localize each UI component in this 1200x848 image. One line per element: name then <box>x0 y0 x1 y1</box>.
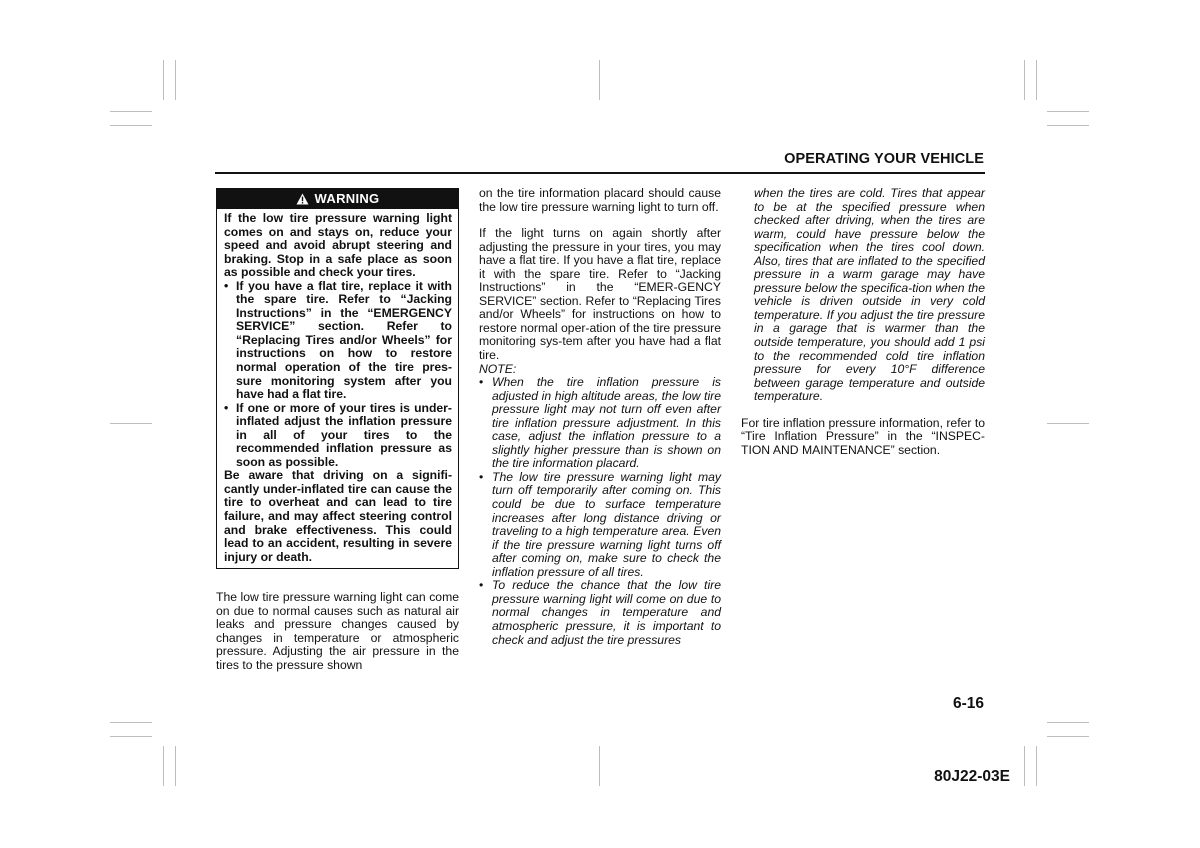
body-paragraph: If the light turns on again shortly after adjusting the pressure in your tires, you may have a flat tire. If you have a flat tire, replace it with the spare tire. Refer to “Jacking Instructions” in the “EMER-GENCY SERVICE” section. Refer to “Replacing Tires and/or Wheels” for instructions on how to restore normal oper-ation of the tire pressure monitoring sys-tem after you have had a flat tire. <box>479 226 721 363</box>
warning-heading: WARNING <box>314 191 380 206</box>
column-2 <box>479 187 721 647</box>
crop-mark <box>163 60 164 100</box>
crop-mark <box>1024 60 1025 100</box>
warning-bullet <box>224 402 452 470</box>
crop-mark <box>163 746 164 786</box>
warning-bullet-text: If one or more of your tires is under-inflated adjust the inflation pressure in all of your tires to the recommended inflation pressure as soon as possible. <box>236 400 452 469</box>
crop-mark <box>1047 125 1089 126</box>
warning-triangle-icon <box>296 193 309 205</box>
warning-box <box>216 188 459 569</box>
warning-bullet <box>224 280 452 402</box>
warning-closing: Be aware that driving on a signifi-cantly under-inflated tire can cause the tire to overheat and can lead to tire failure, and may affect steering control and brake effectiveness. This could lead to an accident, resulting in severe injury or death. <box>224 468 452 564</box>
page-number: 6-16 <box>952 695 984 712</box>
crop-mark <box>1047 423 1089 424</box>
bullet-icon: • <box>224 278 229 293</box>
crop-mark <box>175 60 176 100</box>
crop-mark <box>599 60 600 100</box>
bullet-icon: • <box>479 469 484 484</box>
note-item-continuation: when the tires are cold. Tires that appear to be at the specified pressure when checked after driving, when the tires are warm, could have pressure below the specification when the tires cool down. Also, tires that are inflated to the specified pressure in a warm garage may have pressure below the specifica-tion when the vehicle is driven outside in very cold temperature. If you adjust the tire pressure in a garage that is warmer than the outside temperature, you should add 1 psi to the recommended cold tire inflation pressure for every 10°F difference between garage temperature and outside temperature. <box>754 186 985 404</box>
header-rule <box>215 172 985 174</box>
warning-body <box>217 209 458 568</box>
column-1 <box>216 188 459 673</box>
crop-mark <box>110 423 152 424</box>
note-item-text: To reduce the chance that the low tire pressure warning light will come on due to normal changes in temperature and atmospheric pressure, it is important to check and adjust the tire pressures <box>492 578 721 647</box>
column-3 <box>741 187 985 457</box>
note-item <box>479 376 721 471</box>
body-paragraph: The low tire pressure warning light can come on due to normal causes such as natural air leaks and pressure changes caused by changes in temperature or atmospheric pressure. Adjusting the air pressure in the tires to the pressure shown <box>216 590 459 672</box>
crop-mark <box>1047 736 1089 737</box>
crop-mark <box>1036 746 1037 786</box>
body-paragraph: on the tire information placard should cause the low tire pressure warning light to turn off. <box>479 186 721 214</box>
crop-mark <box>110 125 152 126</box>
crop-mark <box>1024 746 1025 786</box>
bullet-icon: • <box>479 375 484 390</box>
crop-mark <box>599 746 600 786</box>
warning-bullet-text: If you have a flat tire, replace it with the spare tire. Refer to “Jacking Instructions” in the “EMERGENCY SERVICE” section. Refer to “Replacing Tires and/or Wheels” for instructions on how to restore normal operation of the tire pres-sure monitoring system after you have had a flat tire. <box>236 278 452 402</box>
crop-mark <box>175 746 176 786</box>
section-title: OPERATING YOUR VEHICLE <box>784 151 984 167</box>
body-paragraph: For tire inflation pressure information, refer to “Tire Inflation Pressure” in the “INSPEC-TION AND MAINTENANCE” section. <box>741 415 985 457</box>
bullet-icon: • <box>479 578 484 593</box>
warning-header <box>217 189 458 209</box>
document-code: 80J22-03E <box>934 768 1010 785</box>
note-item <box>479 579 721 647</box>
crop-mark <box>110 111 152 112</box>
crop-mark <box>110 736 152 737</box>
crop-mark <box>1047 111 1089 112</box>
note-item-text: The low tire pressure warning light may turn off temporarily after coming on. This could be due to surface temperature increases after long distance driving or traveling to a high temperature area. Even if the tire pressure warning light turns off after coming on, make sure to check the inflation pressure of all tires. <box>492 469 721 579</box>
warning-intro: If the low tire pressure warning light comes on and stays on, reduce your speed and avoid abrupt steering and braking. Stop in a safe place as soon as possible and check your tires. <box>224 211 452 280</box>
crop-mark <box>1036 60 1037 100</box>
crop-mark <box>110 722 152 723</box>
note-label: NOTE: <box>479 361 517 376</box>
bullet-icon: • <box>224 400 229 415</box>
note-item-text: When the tire inflation pressure is adjusted in high altitude areas, the low tire pressure light may not turn off even after tire inflation pressure adjustment. In this case, adjust the inflation pressure to a slightly higher pressure than is shown on the tire information placard. <box>492 375 721 471</box>
note-item <box>479 471 721 579</box>
crop-mark <box>1047 722 1089 723</box>
